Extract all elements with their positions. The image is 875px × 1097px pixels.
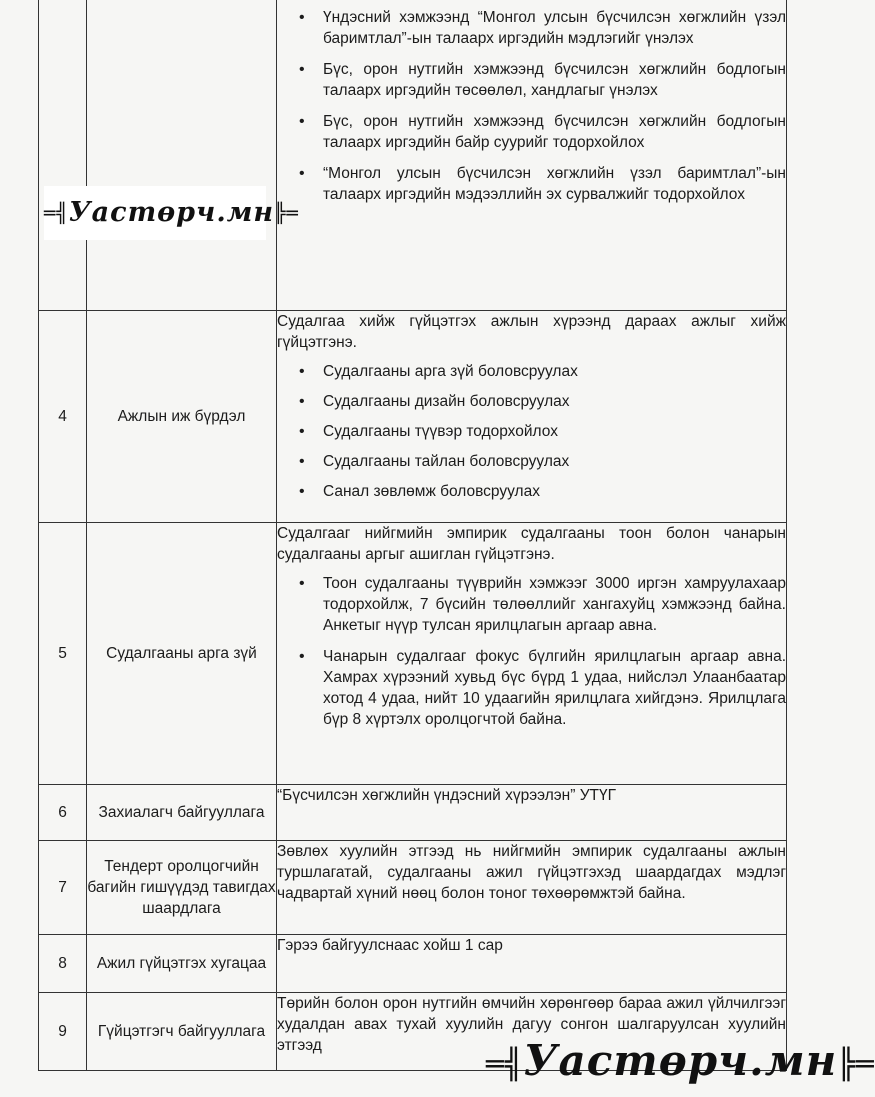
- row-title: Судалгааны арга зүй: [87, 523, 277, 785]
- list-item: • “Монгол улсын бүсчилсэн хөгжлийн үзэл баримтлал”-ын талаарх иргэдийн мэдээллийн эх сурвалжийг тодорхойлох: [277, 163, 786, 205]
- row-number: 4: [39, 311, 87, 523]
- row-description: [277, 311, 787, 523]
- row-title: Захиалагч байгууллага: [87, 785, 277, 841]
- list-item: • Бүс, орон нутгийн хэмжээнд бүсчилсэн хөгжлийн бодлогын талаарх иргэдийн төсөөлөл, хандлагыг үнэлэх: [277, 59, 786, 101]
- row-title: [87, 0, 277, 311]
- watermark-text: Уаcтөрч.мн: [523, 1036, 838, 1085]
- row-number: 9: [39, 993, 87, 1071]
- row-description: Зөвлөх хуулийн этгээд нь нийгмийн эмпирик судалгааны ажлын туршлагатай, судалгааны ажил гүйцэтгэхэд шаардагдах мэдлэг чадвартай хүний нөөц болон тоног төхөөрөмжтэй байна.: [277, 841, 787, 935]
- row-title: Гүйцэтгэгч байгууллага: [87, 993, 277, 1071]
- list-item: • Судалгааны тайлан боловсруулах: [277, 451, 786, 472]
- row-intro: Судалгааг нийгмийн эмпирик судалгааны тоон болон чанарын судалгааны аргыг ашиглан гүйцэтгэнэ.: [277, 525, 786, 563]
- watermark-text: Уаcтөрч.мн: [68, 197, 275, 228]
- list-item: • Судалгааны түүвэр тодорхойлох: [277, 421, 786, 442]
- table-row: [39, 0, 787, 311]
- watermark-logo: ═╣Уаcтөрч.мн╠═: [44, 186, 266, 240]
- list-item: • Бүс, орон нутгийн хэмжээнд бүсчилсэн хөгжлийн бодлогын талаарх иргэдийн байр суурийг тодорхойлох: [277, 111, 786, 153]
- row-title: Ажил гүйцэтгэх хугацаа: [87, 935, 277, 993]
- row-description: [277, 523, 787, 785]
- row-number: 5: [39, 523, 87, 785]
- row-description: “Бүсчилсэн хөгжлийн үндэсний хүрээлэн” УТҮГ: [277, 785, 787, 841]
- row-number: [39, 0, 87, 311]
- table-row: [39, 785, 787, 841]
- methods-list: [277, 573, 786, 730]
- list-item: • Тоон судалгааны түүврийн хэмжээг 3000 иргэн хамруулахаар тодорхойлж, 7 бүсийн төлөөллийг хангахуйц хэмжээнд байна. Анкетыг нүүр тулсан ярилцлагын аргаар авна.: [277, 573, 786, 636]
- tasks-list: [277, 361, 786, 502]
- list-item: • Санал зөвлөмж боловсруулах: [277, 481, 786, 502]
- table-row: [39, 523, 787, 785]
- row-number: 6: [39, 785, 87, 841]
- table-row: [39, 311, 787, 523]
- list-item: • Судалгааны дизайн боловсруулах: [277, 391, 786, 412]
- table-row: [39, 841, 787, 935]
- row-title: Тендерт оролцогчийн багийн гишүүдэд тавигдах шаардлага: [87, 841, 277, 935]
- objectives-list: [277, 7, 786, 205]
- row-description: [277, 0, 787, 311]
- watermark-logo: ═╣Уаcтөрч.мн╠═: [486, 1036, 875, 1085]
- list-item: • Чанарын судалгааг фокус бүлгийн ярилцлагын аргаар авна. Хамрах хүрээний хувьд бүс бүрд 1 удаа, нийслэл Улаанбаатар хотод 4 удаа, нийт 10 удаагийн ярилцлага хийгдэнэ. Ярилцлага бүр 8 хүртэлх оролцогчтой байна.: [277, 646, 786, 730]
- row-number: 8: [39, 935, 87, 993]
- row-number: 7: [39, 841, 87, 935]
- specification-table: [38, 0, 787, 1071]
- list-item: • Судалгааны арга зүй боловсруулах: [277, 361, 786, 382]
- row-intro: Судалгаа хийж гүйцэтгэх ажлын хүрээнд дараах ажлыг хийж гүйцэтгэнэ.: [277, 313, 786, 351]
- row-description: Төрийн болон орон нутгийн өмчийн хөрөнгөөр бараа ажил үйлчилгээг худалдан авах тухай хуулийн дагуу сонгон шалгаруулсан хуулийн этгээд: [277, 993, 787, 1071]
- table-row: [39, 935, 787, 993]
- list-item: • Үндэсний хэмжээнд “Монгол улсын бүсчилсэн хөгжлийн үзэл баримтлал”-ын талаарх иргэдийн мэдлэгийг үнэлэх: [277, 7, 786, 49]
- row-title: Ажлын иж бүрдэл: [87, 311, 277, 523]
- row-description: Гэрээ байгуулснаас хойш 1 сар: [277, 935, 787, 993]
